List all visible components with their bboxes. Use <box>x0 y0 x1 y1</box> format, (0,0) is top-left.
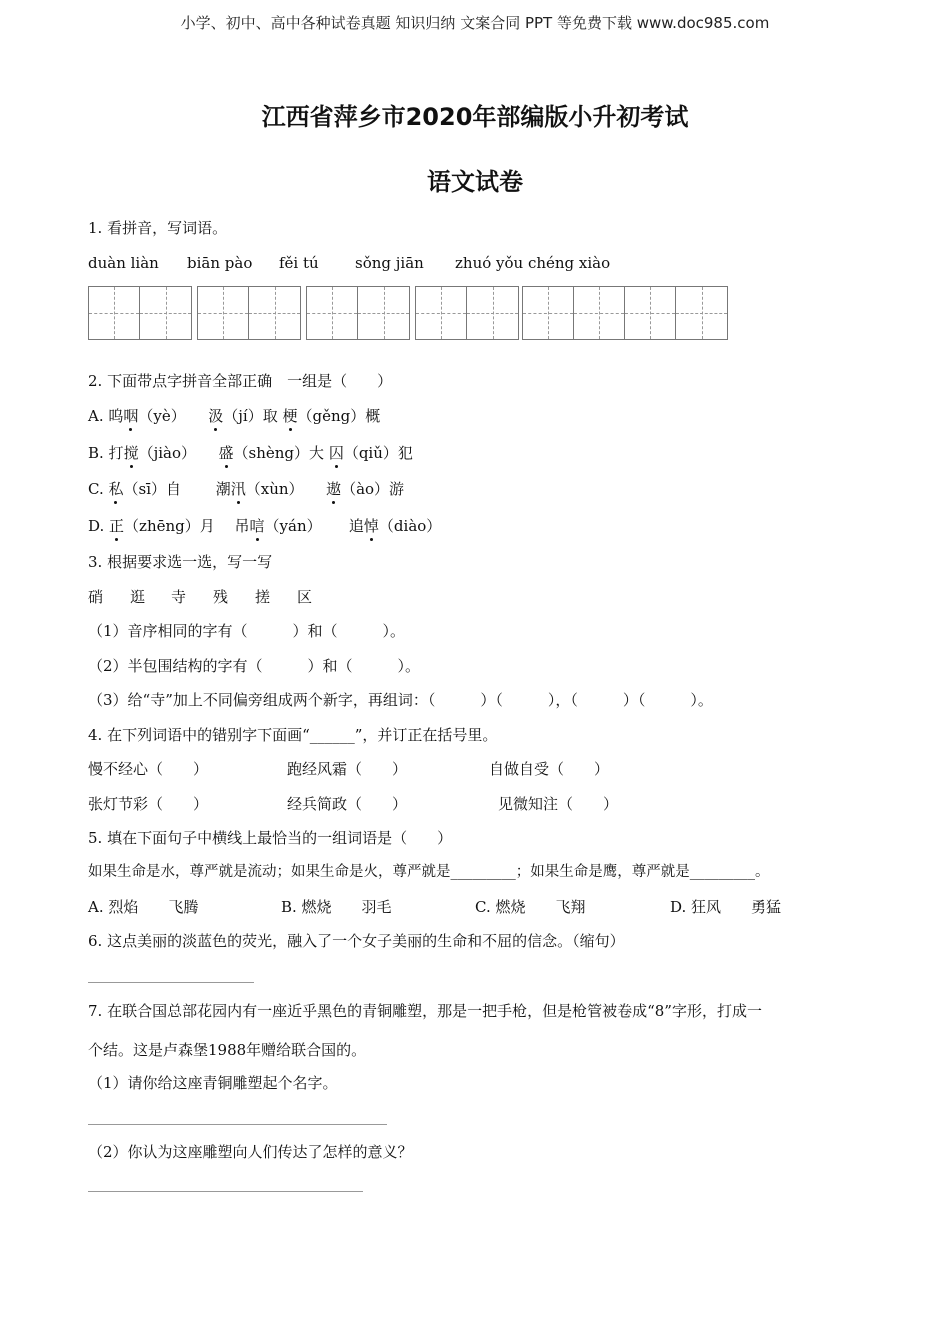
q2-option-c[interactable]: C. 私（sī）自 潮汛（xùn） 遨（ào）游 <box>88 480 405 498</box>
q3-sub-3: （3）给“寺”加上不同偏旁组成两个新字，再组词：（ ）（ ），（ ）（ ）。 <box>88 691 713 709</box>
q3-stem: 3. 根据要求选一选，写一写 <box>88 553 273 571</box>
writing-grid-2[interactable] <box>197 286 301 340</box>
q2-stem: 2. 下面带点字拼音全部正确 一组是（ ） <box>88 372 393 390</box>
q4-stem: 4. 在下列词语中的错别字下面画“______”，并订正在括号里。 <box>88 726 498 744</box>
q4-word: 自做自受（ ） <box>489 760 610 778</box>
q5-option-b[interactable]: B. 燃烧 羽毛 <box>281 898 392 916</box>
q3-sub-1: （1）音序相同的字有（ ）和（ ）。 <box>88 622 406 640</box>
q5-sentence: 如果生命是水，尊严就是流动；如果生命是火，尊严就是_________；如果生命是鹰，尊严就是_________。 <box>88 864 770 880</box>
writing-grid-4[interactable] <box>415 286 519 340</box>
writing-grid-5[interactable] <box>522 286 728 340</box>
exam-title: 江西省萍乡市2020年部编版小升初考试 <box>261 103 689 131</box>
q5-option-c[interactable]: C. 燃烧 飞翔 <box>475 898 586 916</box>
q6-stem: 6. 这点美丽的淡蓝色的荧光，融入了一个女子美丽的生命和不屈的信念。（缩句） <box>88 932 625 950</box>
q2-option-b[interactable]: B. 打搅（jiào） 盛（shèng）大 囚（qiǔ）犯 <box>88 444 413 462</box>
q4-word: 张灯节彩（ ） <box>88 795 209 813</box>
q3-char: 区 <box>297 588 313 606</box>
exam-subtitle: 语文试卷 <box>427 168 523 196</box>
q5-option-d[interactable]: D. 狂风 勇猛 <box>670 898 782 916</box>
q7-answer-line-2[interactable] <box>88 1191 363 1192</box>
writing-grid-1[interactable] <box>88 286 192 340</box>
q3-char: 寺 <box>171 588 187 606</box>
q7-sub-1: （1）请你给这座青铜雕塑起个名字。 <box>88 1074 338 1092</box>
q1-pinyin-4: sǒng jiān <box>355 254 424 272</box>
q4-word: 经兵简政（ ） <box>287 795 408 813</box>
q7-answer-line-1[interactable] <box>88 1124 387 1125</box>
q3-char: 硝 <box>88 588 104 606</box>
q3-char: 逛 <box>130 588 146 606</box>
q6-answer-line[interactable] <box>88 982 254 983</box>
q1-pinyin-1: duàn liàn <box>88 254 159 272</box>
q1-pinyin-2: biān pào <box>187 254 253 272</box>
q1-pinyin-5: zhuó yǒu chéng xiào <box>455 254 611 272</box>
q5-stem: 5. 填在下面句子中横线上最恰当的一组词语是（ ） <box>88 829 453 847</box>
q2-option-d[interactable]: D. 正（zhēng）月 吊唁（yán） 追悼（diào） <box>88 517 442 535</box>
writing-grid-3[interactable] <box>306 286 410 340</box>
q3-char: 搓 <box>255 588 271 606</box>
q7-sub-2: （2）你认为这座雕塑向人们传达了怎样的意义？ <box>88 1143 413 1161</box>
q1-pinyin-3: fěi tú <box>279 254 319 272</box>
q3-sub-2: （2）半包围结构的字有（ ）和（ ）。 <box>88 657 421 675</box>
q1-stem: 1. 看拼音，写词语。 <box>88 219 228 237</box>
q4-word: 跑经风霜（ ） <box>287 760 408 778</box>
page-header: 小学、初中、高中各种试卷真题 知识归纳 文案合同 PPT 等免费下载 www.doc985.com <box>180 14 770 32</box>
q4-word: 慢不经心（ ） <box>88 760 209 778</box>
q7-stem-line-1: 7. 在联合国总部花园内有一座近乎黑色的青铜雕塑，那是一把手枪，但是枪管被卷成“8”字形，打成一 <box>88 1002 762 1020</box>
q4-word: 见微知注（ ） <box>498 795 619 813</box>
q5-option-a[interactable]: A. 烈焰 飞腾 <box>88 898 199 916</box>
q3-char: 残 <box>213 588 229 606</box>
q2-option-a[interactable]: A. 呜咽（yè） 汲（jí）取 梗（gěng）概 <box>88 407 381 425</box>
q7-stem-line-2: 个结。这是卢森堡1988年赠给联合国的。 <box>88 1041 367 1059</box>
